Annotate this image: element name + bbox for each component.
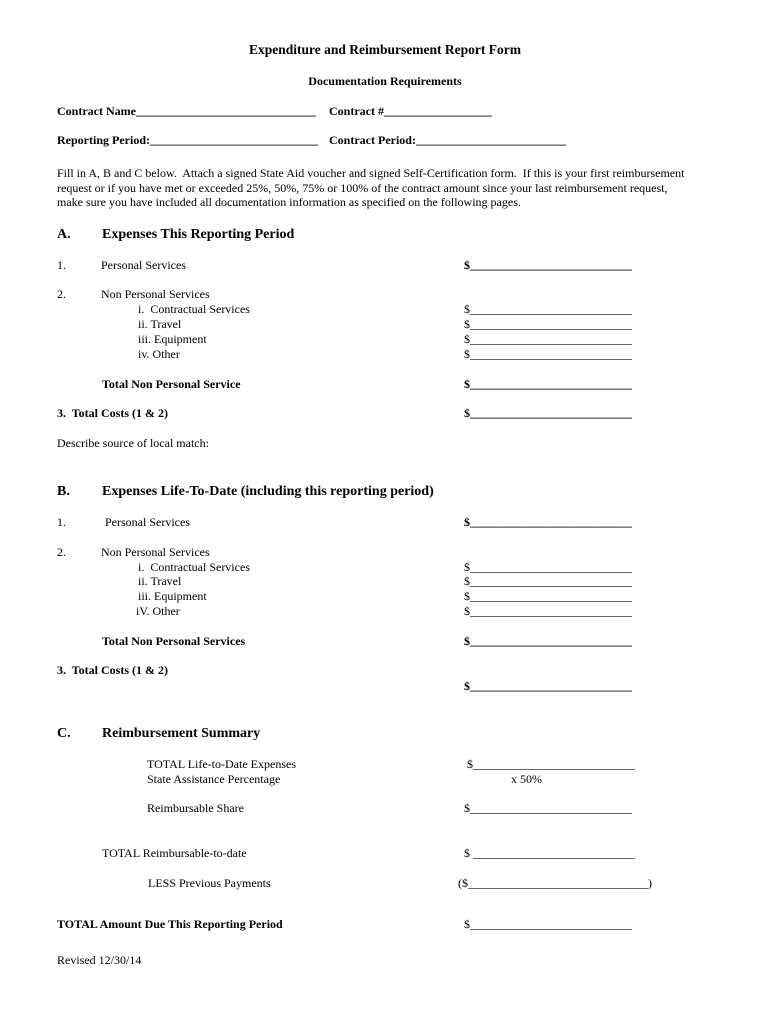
instructions-line-2: request or if you have met or exceeded 25%, 50%, 75% or 100% of the contract amount since your last reimbursement request,: [57, 181, 668, 195]
section-a-personal-services-label: Personal Services: [101, 258, 186, 272]
less-previous-payments-amount[interactable]: ($______________________________): [458, 876, 652, 890]
section-b-equipment-amount[interactable]: $___________________________: [464, 589, 632, 603]
local-match-label: Describe source of local match:: [57, 436, 209, 450]
section-a-equipment-amount[interactable]: $___________________________: [464, 332, 632, 346]
instructions-line-1: Fill in A, B and C below. Attach a signed State Aid voucher and signed Self-Certification form. If this is your first reimbursement: [57, 166, 685, 180]
section-a-nps-label: Non Personal Services: [101, 287, 210, 301]
section-b-total-costs-label: 3. Total Costs (1 & 2): [57, 663, 169, 677]
section-a-item2-number: 2.: [57, 287, 66, 301]
section-a-travel-label: ii. Travel: [138, 317, 182, 331]
section-a-equipment-label: iii. Equipment: [138, 332, 207, 346]
section-b-contractual-amount[interactable]: $___________________________: [464, 560, 632, 574]
state-assistance-pct-label: State Assistance Percentage: [147, 772, 281, 786]
section-b-item1-number: 1.: [57, 515, 66, 529]
ltd-expenses-label: TOTAL Life-to-Date Expenses: [147, 757, 296, 771]
reimbursable-to-date-label: TOTAL Reimbursable-to-date: [102, 846, 247, 860]
contract-period-field[interactable]: Contract Period:_________________________: [329, 133, 566, 147]
section-b-nps-label: Non Personal Services: [101, 545, 210, 559]
section-b-letter: B.: [57, 484, 70, 499]
section-a-travel-amount[interactable]: $___________________________: [464, 317, 632, 331]
total-amount-due-label: TOTAL Amount Due This Reporting Period: [57, 917, 283, 931]
section-a-contractual-label: i. Contractual Services: [138, 302, 250, 316]
section-a-total-nps-amount[interactable]: $___________________________: [464, 377, 632, 391]
section-a-item1-number: 1.: [57, 258, 66, 272]
section-a-total-nps-label: Total Non Personal Service: [102, 377, 241, 391]
section-a-other-amount[interactable]: $___________________________: [464, 347, 632, 361]
reporting-period-field[interactable]: Reporting Period:____________________________: [57, 133, 318, 147]
section-b-travel-label: ii. Travel: [138, 574, 182, 588]
section-a-title: Expenses This Reporting Period: [102, 227, 295, 242]
reimbursable-share-amount[interactable]: $___________________________: [464, 801, 632, 815]
section-c-letter: C.: [57, 726, 71, 741]
section-b-personal-services-label: Personal Services: [105, 515, 190, 529]
section-b-total-costs-amount[interactable]: $___________________________: [464, 679, 632, 693]
less-previous-payments-label: LESS Previous Payments: [148, 876, 271, 890]
section-b-total-nps-label: Total Non Personal Services: [102, 634, 246, 648]
section-b-other-amount[interactable]: $___________________________: [464, 604, 632, 618]
section-c-title: Reimbursement Summary: [102, 726, 261, 741]
contract-number-field[interactable]: Contract #__________________: [329, 104, 492, 118]
section-b-title: Expenses Life-To-Date (including this reporting period): [102, 484, 434, 499]
state-assistance-pct-value: x 50%: [511, 772, 542, 786]
section-a-total-costs-amount[interactable]: $___________________________: [464, 406, 632, 420]
section-b-contractual-label: i. Contractual Services: [138, 560, 250, 574]
section-a-personal-services-amount[interactable]: $___________________________: [464, 258, 632, 272]
contract-name-field[interactable]: Contract Name______________________________: [57, 104, 316, 118]
section-b-item2-number: 2.: [57, 545, 66, 559]
section-b-total-nps-amount[interactable]: $___________________________: [464, 634, 632, 648]
section-b-personal-services-amount[interactable]: $___________________________: [464, 515, 632, 529]
ltd-expenses-amount[interactable]: $___________________________: [467, 757, 635, 771]
total-amount-due-amount[interactable]: $___________________________: [464, 917, 632, 931]
section-a-total-costs-label: 3. Total Costs (1 & 2): [57, 406, 169, 420]
instructions-line-3: make sure you have included all documentation information as specified on the following pages.: [57, 195, 521, 209]
section-a-contractual-amount[interactable]: $___________________________: [464, 302, 632, 316]
section-a-letter: A.: [57, 227, 71, 242]
reimbursable-to-date-amount[interactable]: $ ___________________________: [464, 846, 635, 860]
section-b-equipment-label: iii. Equipment: [138, 589, 207, 603]
section-a-other-label: iv. Other: [138, 347, 180, 361]
section-b-travel-amount[interactable]: $___________________________: [464, 574, 632, 588]
form-subtitle: Documentation Requirements: [308, 74, 462, 88]
revised-date: Revised 12/30/14: [57, 953, 142, 967]
reimbursable-share-label: Reimbursable Share: [147, 801, 244, 815]
form-title: Expenditure and Reimbursement Report Form: [249, 42, 521, 57]
section-b-other-label: iV. Other: [136, 604, 180, 618]
